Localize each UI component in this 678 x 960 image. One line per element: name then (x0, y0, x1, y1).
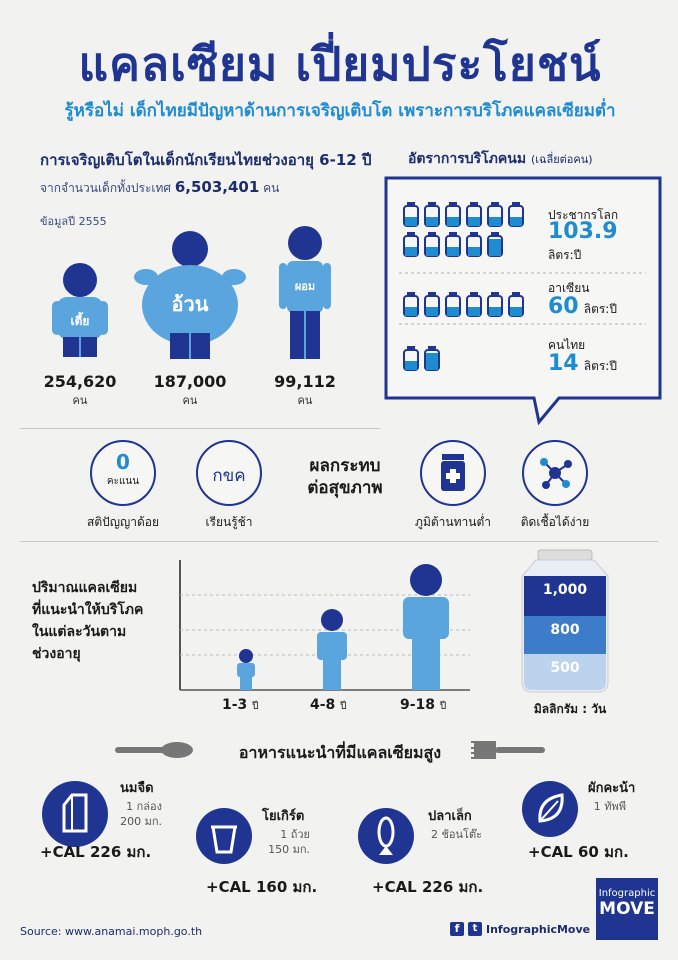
bottle-cap (407, 232, 415, 236)
food-kale-qty: 1 ทัพพี (593, 800, 626, 813)
bottle-fill (489, 217, 501, 226)
food-yogurt-name: โยเกิร์ต (262, 809, 305, 824)
short-kid-figure (52, 263, 108, 357)
thai-value-row (548, 351, 617, 376)
brand-logo-line2: MOVE (599, 899, 655, 919)
figure-age-4-8 (317, 609, 347, 690)
food-kale-cal (528, 840, 629, 864)
food-kale-name: ผักคะน้า (588, 781, 636, 796)
effect-label-3: ภูมิต้านทานต่ำ (415, 515, 491, 529)
cal-value: 226 (89, 843, 122, 861)
bottle-cap (470, 292, 478, 296)
milk-heading-text: อัตราการบริโภคนม (408, 151, 527, 167)
cal-unit: มก. (292, 878, 318, 896)
leaf-glyph (522, 781, 578, 837)
social-row[interactable] (450, 922, 590, 936)
recommend-heading (32, 577, 143, 665)
cal-value: 160 (255, 878, 288, 896)
bottle-fill (447, 247, 459, 256)
age-9-18 (400, 697, 446, 714)
age-range: 9-18 (400, 697, 436, 713)
bottle-cap (491, 202, 499, 206)
bottle-cap (428, 232, 436, 236)
brand-logo-line1: Infographic (598, 888, 656, 899)
cal-unit: มก. (458, 878, 484, 896)
milk-carton-glyph (42, 781, 108, 847)
age-unit: ปี (439, 701, 447, 712)
bottle-fill (489, 239, 501, 256)
effect-label-4: ติดเชื้อได้ง่าย (520, 515, 590, 529)
source-link[interactable]: Source: www.anamai.moph.go.th (20, 925, 203, 938)
cal-unit: มก. (126, 843, 152, 861)
short-label: เตี้ย (70, 314, 90, 328)
bottle-fill (468, 217, 480, 226)
leaf-icon (522, 781, 578, 837)
bottle-cap (470, 202, 478, 206)
food-milk-name: นมจืด (120, 781, 154, 796)
bottle-fill (426, 353, 438, 370)
cal-unit: มก. (604, 843, 629, 861)
thai-unit: ลิตร:ปี (583, 359, 617, 373)
age-4-8 (310, 697, 347, 714)
fat-label: อ้วน (171, 292, 209, 316)
bottle-fill (426, 307, 438, 316)
world-value: 103.9 (548, 219, 618, 244)
bottle-fill (426, 217, 438, 226)
recommend-heading-line: ปริมาณแคลเซียม (32, 580, 138, 596)
recommend-heading-line: ที่แนะนำให้บริโภค (32, 602, 144, 618)
bottle-fill (405, 247, 417, 256)
brand-logo (596, 878, 658, 940)
page-subtitle: รู้หรือไม่ เด็กไทยมีปัญหาด้านการเจริญเติบโต เพราะการบริโภคแคลเซียมต่ำ (64, 101, 616, 121)
bottle-cap (449, 202, 457, 206)
effects-center-label: ผลกระทบ ต่อสุขภาพ (307, 456, 383, 498)
figure-age-9-18 (403, 564, 449, 690)
facebook-icon[interactable]: f (450, 922, 464, 936)
cal-prefix: +CAL (40, 843, 85, 861)
twitter-icon[interactable]: t (468, 922, 482, 936)
bottle-fill (405, 361, 417, 370)
bottle-cap (491, 232, 499, 236)
bottle-cap (470, 232, 478, 236)
bottle-fill (468, 247, 480, 256)
bottle-fill (510, 217, 522, 226)
food-yogurt-cal (206, 875, 317, 899)
growth-subheading (40, 178, 279, 198)
food-milk-cal (40, 840, 151, 864)
bottle-fill (447, 217, 459, 226)
food-fish-cal (372, 875, 483, 899)
asean-value-row (548, 294, 617, 319)
cal-value: 226 (421, 878, 454, 896)
bottle-cap (407, 202, 415, 206)
effect-label-2: เรียนรู้ช้า (205, 515, 253, 529)
divider (20, 541, 658, 542)
gauge-800: 800 (550, 622, 580, 638)
fat-unit: คน (182, 394, 198, 407)
short-unit: คน (72, 394, 88, 407)
thai-label: คนไทย (548, 338, 586, 352)
age-unit: ปี (252, 701, 259, 712)
foods-heading: อาหารแนะนำที่มีแคลเซียมสูง (238, 743, 442, 762)
age-figures-chart (170, 560, 480, 695)
medicine-bottle-icon (420, 440, 486, 506)
recommend-heading-line: ในแต่ละวันตาม (32, 624, 127, 640)
gauge-unit: มิลลิกรัม : วัน (533, 702, 607, 716)
page-title: แคลเซียม เปี่ยมประโยชน์ (78, 37, 602, 91)
thin-label: ผอม (294, 280, 316, 293)
small-fish-glyph (358, 808, 414, 864)
recommend-heading-line: ช่วงอายุ (32, 646, 81, 662)
bottle-cap (428, 202, 436, 206)
world-unit: ลิตร:ปี (548, 248, 582, 262)
bottle-fill (468, 307, 480, 316)
yogurt-cup-icon (196, 808, 252, 864)
bottle-cap (428, 346, 436, 350)
gauge-500: 500 (550, 660, 580, 676)
milk-heading-note: (เฉลี่ยต่อคน) (530, 153, 593, 166)
asean-unit: ลิตร:ปี (583, 302, 617, 316)
milk-box (384, 176, 664, 426)
age-1-3 (222, 697, 259, 714)
growth-total: 6,503,401 (174, 178, 260, 196)
food-milk-qty: 1 กล่อง (126, 800, 162, 813)
cal-prefix: +CAL (372, 878, 417, 896)
bottle-fill (447, 307, 459, 316)
bottle-cap (407, 346, 415, 350)
age-range: 4-8 (310, 697, 336, 713)
asean-label: อาเซียน (548, 281, 590, 295)
bottle-fill (426, 247, 438, 256)
age-unit: ปี (340, 701, 347, 712)
cal-value: 60 (577, 843, 599, 861)
short-count: 254,620 (43, 372, 117, 391)
zero-score-icon (90, 440, 156, 506)
divider (20, 428, 380, 429)
thin-count: 99,112 (274, 372, 336, 391)
bottle-fill (510, 307, 522, 316)
fat-count: 187,000 (153, 372, 227, 391)
food-yogurt-qty: 1 ถ้วย (280, 828, 310, 841)
zero-score-number: 0 (116, 450, 130, 474)
social-handle[interactable]: InfographicMove (486, 922, 591, 936)
zero-score-caption: คะแนน (106, 476, 140, 487)
growth-heading: การเจริญเติบโตในเด็กนักเรียนไทยช่วงอายุ 6-12 ปี (40, 151, 372, 169)
bottle-fill (405, 217, 417, 226)
bottle-cap (428, 292, 436, 296)
cal-prefix: +CAL (528, 843, 573, 861)
alphabet-icon (196, 440, 262, 506)
bottle-cap (491, 292, 499, 296)
milk-carton-icon (42, 781, 108, 847)
figure-age-1-3 (237, 649, 255, 690)
food-fish-name: ปลาเล็ก (428, 809, 472, 824)
world-label: ประชากรโลก (548, 208, 619, 222)
milk-heading (408, 148, 593, 170)
alphabet-glyphs: กขค (212, 466, 246, 486)
medicine-bottle-glyph (422, 442, 484, 504)
bottle-cap (512, 202, 520, 206)
bottle-cap (449, 232, 457, 236)
yogurt-cup-glyph (196, 808, 252, 864)
growth-subheading-prefix: จากจำนวนเด็กทั้งประเทศ (40, 181, 172, 195)
food-yogurt-qty2: 150 มก. (268, 843, 310, 856)
bottle-fill (489, 307, 501, 316)
thai-value: 14 (548, 351, 579, 376)
bottle-fill (405, 307, 417, 316)
effect-label-1: สติปัญญาด้อย (87, 515, 159, 529)
bottle-cap (449, 292, 457, 296)
thin-unit: คน (297, 394, 313, 407)
gauge-1000: 1,000 (542, 582, 588, 598)
bottle-cap (407, 292, 415, 296)
germ-glyph (524, 442, 586, 504)
spoon-icon (115, 742, 193, 758)
bottle-cap (512, 292, 520, 296)
food-milk-qty2: 200 มก. (120, 815, 162, 828)
age-range: 1-3 (222, 697, 248, 713)
data-year: ข้อมูลปี 2555 (40, 215, 107, 228)
food-fish-qty: 2 ช้อนโต๊ะ (430, 828, 482, 841)
growth-subheading-suffix: คน (263, 181, 280, 195)
germ-icon (522, 440, 588, 506)
asean-value: 60 (548, 294, 579, 319)
small-fish-icon (358, 808, 414, 864)
cal-prefix: +CAL (206, 878, 251, 896)
